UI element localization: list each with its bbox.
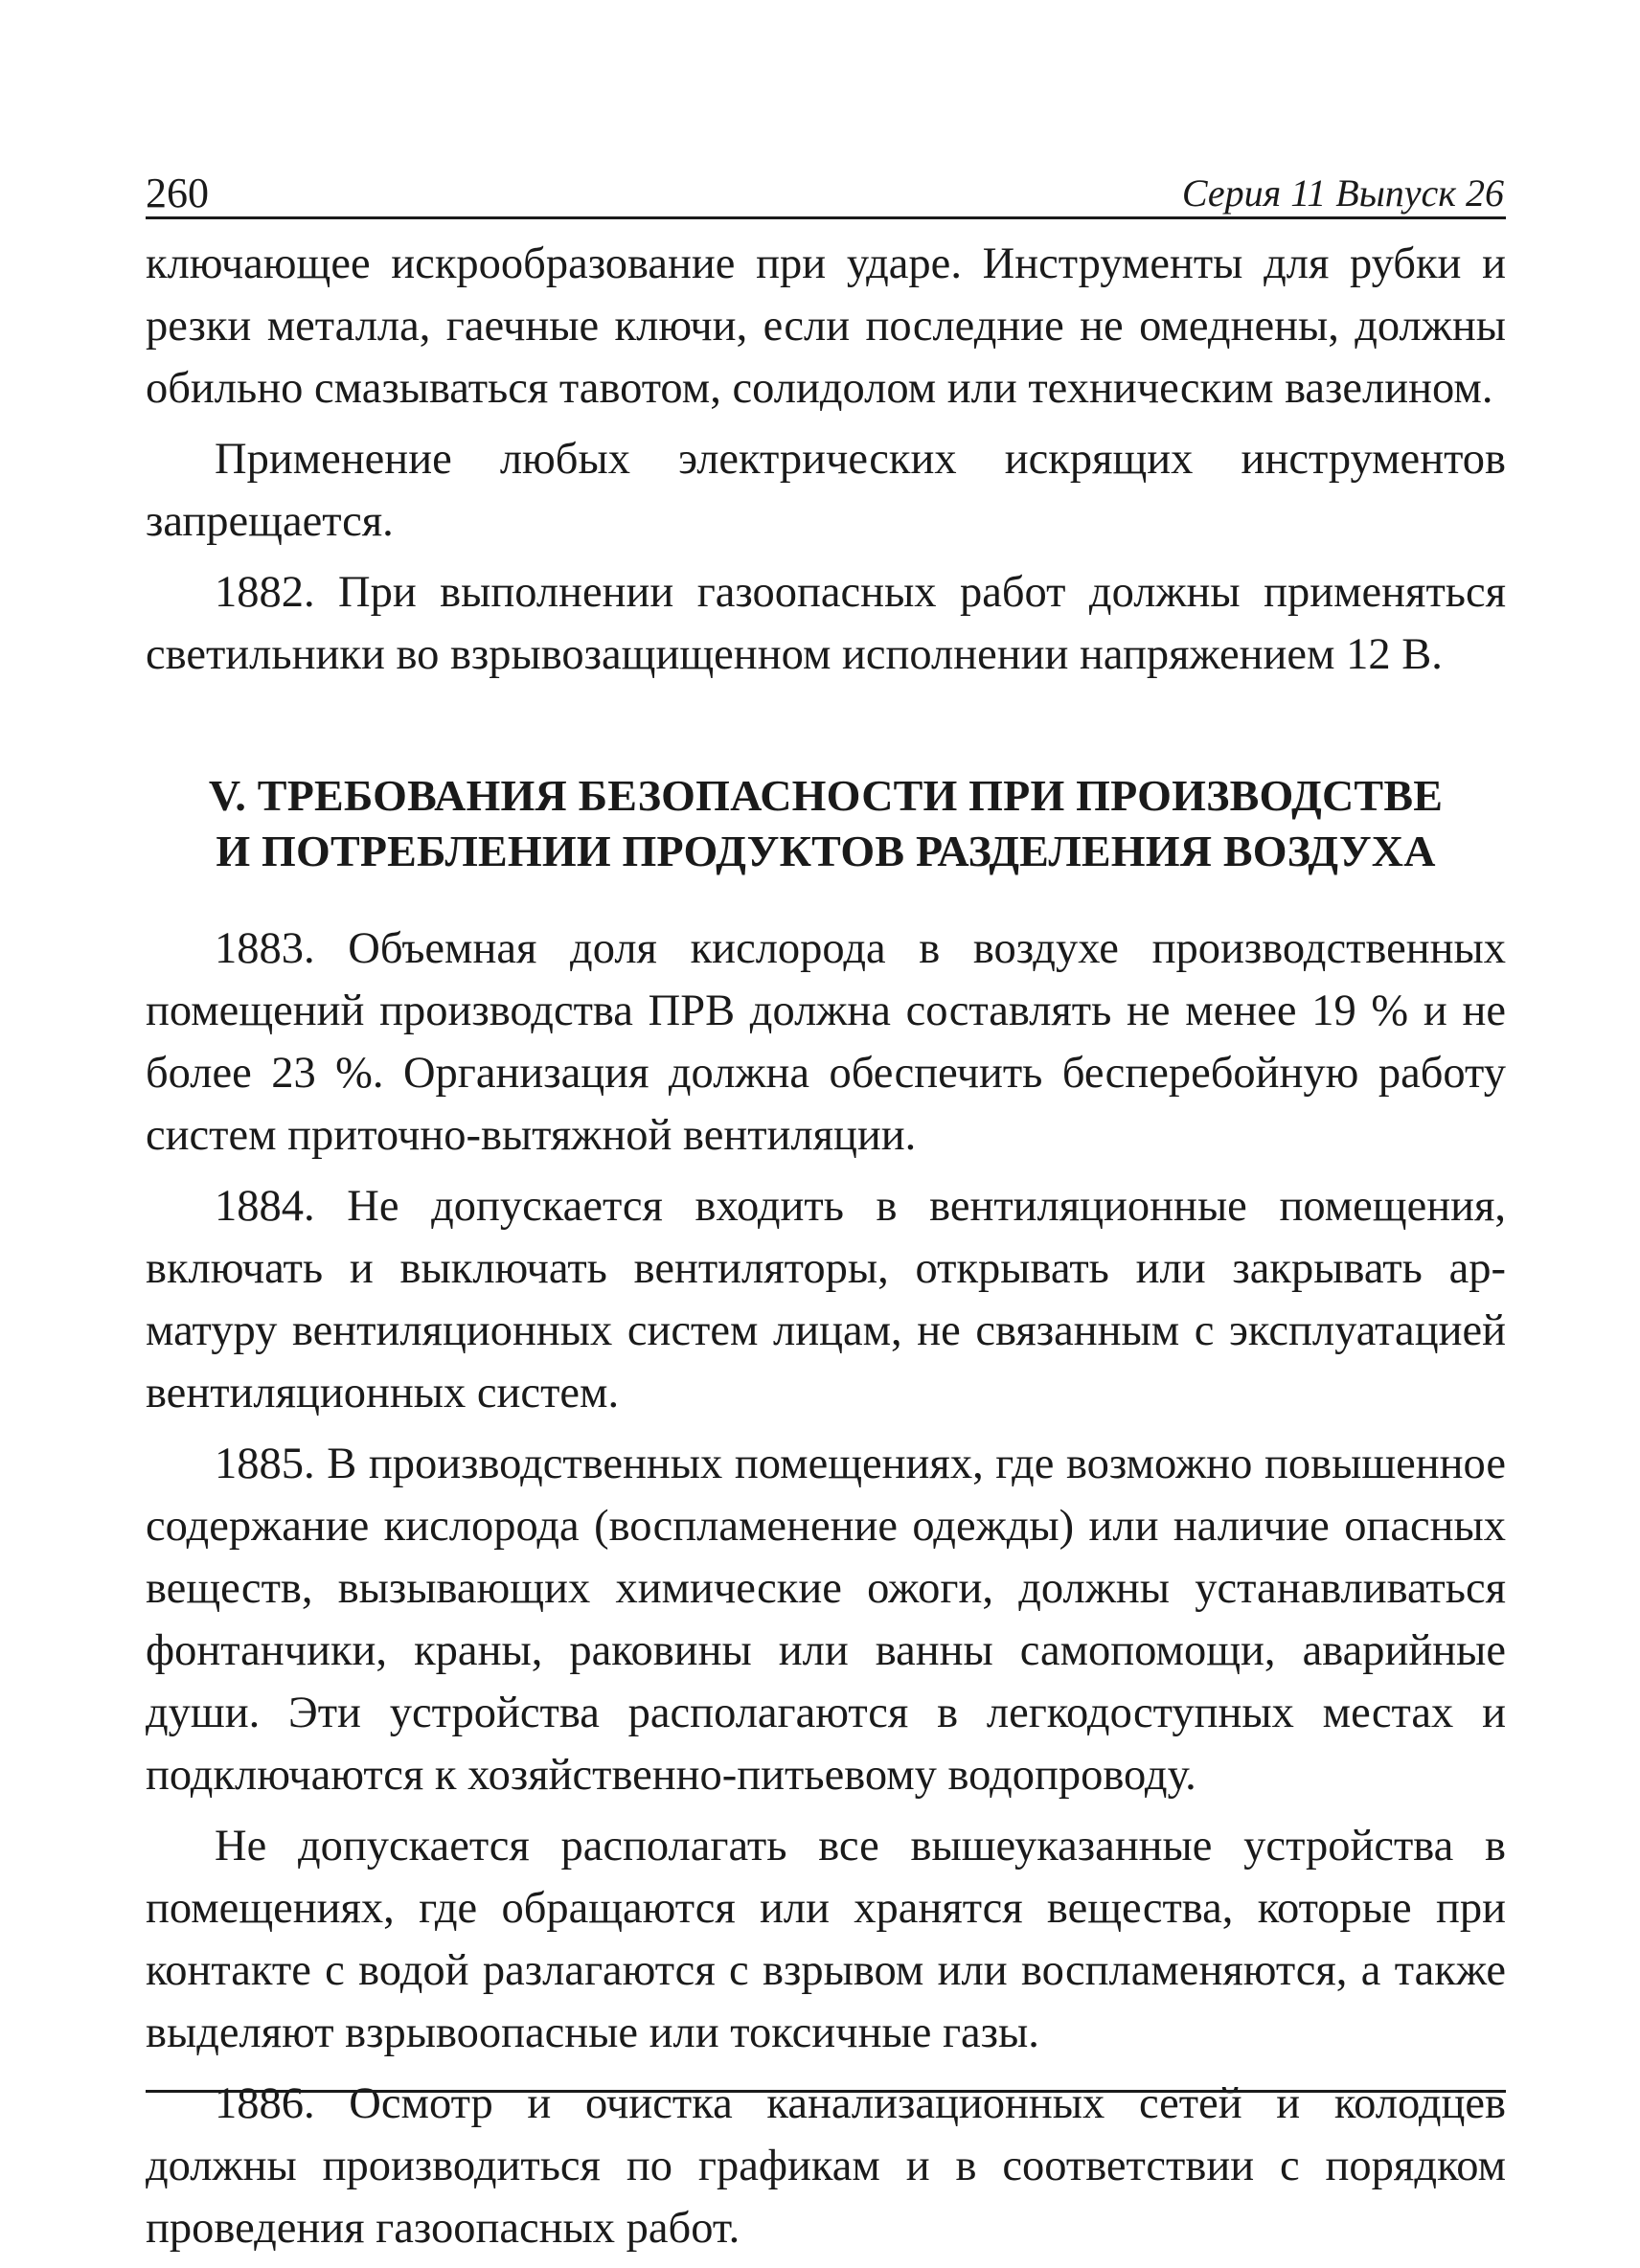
page-content [146,233,1506,2259]
document-page [146,153,1506,2268]
paragraph: Не допускается располагать все вышеуказанные устройства в помещениях, где обращаются или хранятся вещества, которые при контакте с водой разлагаются с взрывом или воспламеняются, а также выделяют взрывоопасные или токсичные газы. [146,1822,1506,2057]
section-heading-line-1: V. ТРЕБОВАНИЯ БЕЗОПАСНОСТИ ПРИ ПРОИЗВОДСТВЕ [208,771,1444,820]
paragraph-1883: 1883. Объемная доля кислорода в воздухе производственных помещений производства ПРВ должна составлять не менее 19 % и не более 23 %. Организация должна обеспечить бесперебойную работу систем приточно-вытяжной вентиляции. [146,924,1506,1160]
paragraph-1886: 1886. Осмотр и очистка канализационных сетей и колодцев должны производиться по графикам и в соответствии с порядком проведения газоопасных работ. [146,2079,1506,2253]
paragraph: Применение любых электрических искрящих инструментов запрещается. [146,435,1506,546]
footer-rule [146,2090,1506,2093]
paragraph-continued: ключающее искрообразование при ударе. Инструменты для рубки и резки металла, гаечные ключи, если последние не омеднены, должны обильно смазываться тавотом, солидолом или техническим вазелином. [146,239,1506,413]
section-heading [146,768,1506,879]
paragraph-1885: 1885. В производственных помещениях, где возможно повышенное содержание кислорода (воспламенение одежды) или наличие опасных веществ, вызывающих химические ожоги, должны устанавливаться фонтанчики, краны, раковины или ванны самопомощи, аварийные души. Эти устройства располагаются в легкодоступных местах и подключаются к хозяйственно-питьевому водопроводу. [146,1440,1506,1800]
paragraph-1882: 1882. При выполнении газоопасных работ должны применяться светильники во взрывозащищенном исполнении напряжением 12 В. [146,568,1506,679]
page-header [146,153,1506,219]
section-heading-line-2: И ПОТРЕБЛЕНИИ ПРОДУКТОВ РАЗДЕЛЕНИЯ ВОЗДУХА [216,827,1436,875]
running-title: Серия 11 Выпуск 26 [1181,171,1504,215]
page-number: 260 [146,170,209,216]
paragraph-1884: 1884. Не допускается входить в вентиляционные помещения, включать и выключать вентиляторы, открывать или закрывать арматуру вентиляционных систем лицам, не связанным с эксплуатацией вентиляционных систем. [146,1182,1506,1418]
